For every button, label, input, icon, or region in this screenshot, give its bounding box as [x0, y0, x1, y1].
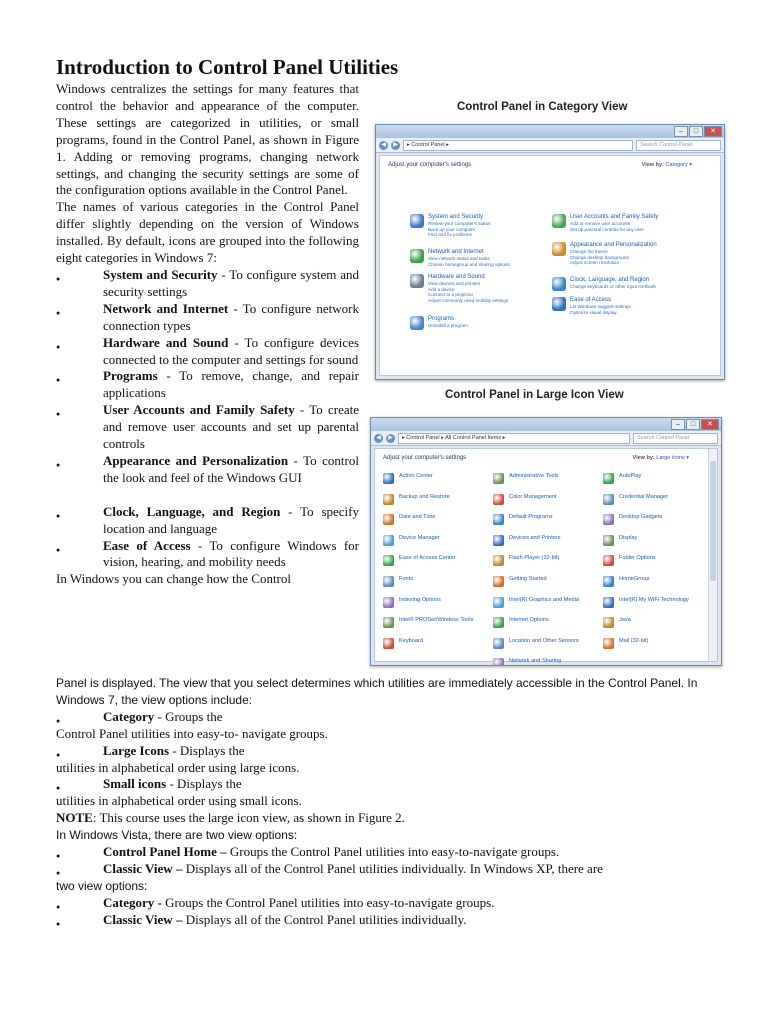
item-icon — [603, 535, 614, 546]
category-icon — [552, 242, 566, 256]
category-bullet — [56, 368, 359, 402]
control-panel-item[interactable] — [493, 512, 598, 530]
category-sub-link[interactable]: Back up your computer — [428, 226, 476, 232]
note-text: : This course uses the large icon view, as shown in Figure 2. — [92, 810, 405, 826]
category-sub-link[interactable]: Add a device — [428, 286, 455, 292]
control-panel-item[interactable] — [383, 553, 488, 571]
item-icon — [383, 576, 394, 587]
option-name: Category — [103, 708, 155, 724]
item-icon — [603, 555, 614, 566]
bullet-icon: ● — [56, 376, 61, 385]
item-icon — [383, 473, 394, 484]
search-input[interactable]: Search Control Panel — [633, 433, 718, 444]
control-panel-item[interactable] — [383, 533, 488, 551]
bullet-icon: ● — [56, 545, 61, 554]
bullet-icon: ● — [56, 868, 61, 877]
category-sub-link[interactable]: Change desktop background — [570, 254, 629, 260]
option-name: Classic View – — [103, 911, 183, 927]
bullet-icon: ● — [56, 902, 61, 911]
close-icon[interactable]: ✕ — [701, 419, 719, 430]
item-label[interactable]: Folder Options — [619, 555, 656, 562]
item-icon — [603, 514, 614, 525]
category-name: Clock, Language, and Region — [103, 503, 281, 519]
category-name: Ease of Access — [103, 537, 191, 553]
category-desc: - To configure network connection types — [103, 300, 359, 333]
figure2-caption: Control Panel in Large Icon View — [445, 389, 624, 401]
category-sub-link[interactable]: Adjust commonly used mobility settings — [428, 297, 509, 303]
control-panel-item[interactable] — [383, 595, 488, 613]
item-icon — [383, 617, 394, 628]
item-icon — [603, 494, 614, 505]
item-label[interactable]: Keyboard — [399, 637, 423, 644]
vista-options-list — [56, 844, 726, 878]
category-desc: - To configure system and security settings — [103, 266, 359, 299]
bullet-icon: ● — [56, 410, 61, 419]
option-name: Large Icons — [103, 742, 170, 758]
category-icon — [552, 214, 566, 228]
item-icon — [383, 514, 394, 525]
option-desc-cont: utilities in alphabetical order using small icons. — [56, 793, 302, 809]
category-desc: - To configure Windows for vision, hearing, and mobility needs — [103, 537, 360, 570]
minimize-icon[interactable]: – — [674, 126, 688, 137]
address-field[interactable]: ▸ Control Panel ▸ — [403, 140, 633, 151]
category-title-link[interactable]: Hardware and Sound — [428, 274, 485, 280]
category-sub-link[interactable]: Connect to a projector — [428, 292, 474, 298]
option-name: Category - — [103, 894, 162, 910]
option-bullet — [56, 861, 726, 878]
item-icon — [603, 576, 614, 587]
category-sub-link[interactable]: Set up parental controls for any user — [570, 226, 645, 232]
category-icon — [552, 297, 566, 311]
category-sub-link[interactable]: Change keyboards or other input methods — [570, 284, 656, 289]
note-line — [56, 810, 726, 827]
xp-intro: two view options: — [56, 878, 148, 893]
item-label[interactable]: Backup and Restore — [399, 493, 450, 500]
control-panel-item[interactable] — [383, 492, 488, 510]
category-title-link[interactable]: Ease of Access — [570, 297, 612, 303]
view-paragraph-rest: Panel is displayed. The view that you select determines which utilities are immediately accessible in the Control Panel. In Windows 7, the view options include: — [56, 676, 698, 707]
category-sub-link[interactable]: Choose homegroup and sharing options — [428, 261, 510, 267]
item-label[interactable]: Intel(R) My WiFi Technology — [619, 596, 689, 603]
category-desc: - To configure devices connected to the computer and settings for sound — [103, 334, 360, 367]
option-desc: Groups the Control Panel utilities into easy-to-navigate groups. — [226, 844, 560, 860]
item-icon — [493, 638, 504, 649]
option-desc: Groups the Control Panel utilities into easy-to-navigate groups. — [161, 894, 495, 910]
item-icon — [603, 473, 614, 484]
option-name: Classic View – — [103, 860, 183, 876]
item-icon — [603, 597, 614, 608]
note-label: NOTE — [56, 810, 93, 826]
item-label[interactable]: Ease of Access Center — [399, 555, 456, 562]
item-label[interactable]: Administrative Tools — [509, 473, 559, 479]
control-panel-item[interactable] — [493, 615, 598, 633]
item-icon — [383, 535, 394, 546]
category-sub-link[interactable]: Review your computer's status — [428, 221, 491, 226]
maximize-icon[interactable]: □ — [686, 419, 700, 430]
option-desc: - Groups the — [154, 708, 223, 724]
item-icon — [493, 514, 504, 525]
category-icon — [410, 316, 424, 330]
intro-paragraph-1: Windows centralizes the settings for many features that control the behavior and appearance of the computer. These settings are categorized in utilities, or small programs, found in the Control Panel, as shown in Figure 1. Adding or removing programs, changing network settings, and changing the security settings are some of the configuration options available in the Control Panel. — [56, 81, 359, 198]
option-desc: Displays all of the Control Panel utilities individually. In Windows XP, there are — [182, 860, 603, 876]
option-bullet — [56, 709, 726, 726]
control-panel-item[interactable] — [603, 553, 708, 571]
category-icon — [410, 249, 424, 263]
item-icon — [603, 617, 614, 628]
window-titlebar — [371, 418, 721, 431]
item-label[interactable]: Credential Manager — [619, 493, 669, 500]
xp-options-list — [56, 895, 726, 929]
bullet-icon: ● — [56, 750, 61, 759]
item-label[interactable]: Mail (32-bit) — [619, 637, 649, 644]
category-sub-link[interactable]: View devices and printers — [428, 281, 481, 286]
view-paragraph-start: In Windows you can change how the Control — [56, 571, 291, 587]
control-panel-item[interactable] — [603, 533, 708, 551]
item-icon — [383, 638, 394, 649]
left-column — [56, 81, 359, 588]
option-desc: Displays all of the Control Panel utilities individually. — [182, 911, 467, 927]
control-panel-item[interactable] — [493, 471, 598, 489]
bullet-icon: ● — [56, 784, 61, 793]
category-sub-link[interactable]: Find and fix problems — [428, 232, 472, 238]
category-bullet — [56, 267, 359, 301]
item-label[interactable]: HomeGroup — [619, 576, 650, 582]
category-desc: - To control the look and feel of the Windows GUI — [103, 452, 359, 485]
page-title: Introduction to Control Panel Utilities — [56, 55, 399, 79]
category-icon — [552, 277, 566, 291]
control-panel-item[interactable] — [493, 492, 598, 510]
option-desc: - Displays the — [169, 742, 245, 758]
address-field[interactable]: ▸ Control Panel ▸ All Control Panel Items ▸ — [398, 433, 630, 444]
control-panel-item[interactable] — [603, 636, 708, 654]
bullet-icon: ● — [56, 308, 61, 317]
category-desc: - To remove, change, and repair applications — [103, 368, 359, 401]
item-icon — [493, 555, 504, 566]
item-icon — [493, 617, 504, 628]
category-bullet — [56, 538, 359, 572]
item-label[interactable]: Flash Player (32-bit) — [509, 555, 560, 562]
item-label[interactable]: Intel® PROSet/Wireless Tools — [399, 617, 474, 624]
forward-arrow-icon[interactable]: ▶ — [391, 141, 400, 150]
item-label[interactable]: Internet Options — [509, 617, 549, 624]
view-by[interactable]: View by: Category ▾ — [641, 162, 692, 168]
control-panel-item[interactable] — [603, 512, 708, 530]
item-label[interactable]: Display — [619, 534, 638, 541]
category-title-link[interactable]: Programs — [428, 316, 455, 322]
category-title-link[interactable]: User Accounts and Family Safety — [570, 214, 659, 220]
item-label[interactable]: Location and Other Sensors — [509, 637, 579, 644]
bullet-icon: ● — [56, 511, 61, 520]
figure1-caption: Control Panel in Category View — [457, 101, 628, 113]
item-icon — [493, 576, 504, 587]
category-title-link[interactable]: Appearance and Personalization — [570, 242, 657, 248]
item-icon — [493, 658, 504, 666]
item-icon — [383, 555, 394, 566]
vertical-scrollbar[interactable] — [708, 449, 717, 661]
bullet-icon: ● — [56, 274, 61, 283]
bullet-icon: ● — [56, 342, 61, 351]
category-desc: - To create and remove user accounts and set up parental controls — [103, 402, 359, 452]
bullet-icon: ● — [56, 460, 61, 469]
category-name: Network and Internet — [103, 300, 229, 316]
item-label[interactable]: AutoPlay — [619, 473, 642, 479]
control-panel-item[interactable] — [493, 533, 598, 551]
category-sub-link[interactable]: Uninstall a program — [428, 323, 468, 328]
category-bullet — [56, 453, 359, 487]
category-desc: - To specify location and language — [103, 503, 359, 536]
option-desc-cont: Control Panel utilities into easy-to- navigate groups. — [56, 725, 328, 741]
category-title-link[interactable]: Network and Internet — [428, 249, 484, 255]
window-content — [374, 448, 718, 665]
option-bullet — [56, 895, 726, 912]
item-label[interactable]: Date and Time — [399, 514, 436, 521]
view-options-list — [56, 709, 726, 810]
option-bullet — [56, 844, 726, 861]
category-bullet — [56, 335, 359, 369]
window-titlebar — [376, 125, 724, 138]
item-icon — [493, 597, 504, 608]
category-sub-link[interactable]: Change the theme — [570, 249, 608, 254]
bullet-icon: ● — [56, 919, 61, 928]
view-by[interactable]: View by: Large icons ▾ — [632, 455, 689, 461]
control-panel-item[interactable] — [383, 615, 488, 633]
window-content — [379, 155, 721, 376]
content-heading: Adjust your computer's settings — [388, 162, 472, 168]
control-panel-item[interactable] — [603, 574, 708, 592]
category-sub-link[interactable]: Let Windows suggest settings — [570, 304, 631, 309]
category-bullet — [56, 301, 359, 335]
item-icon — [383, 597, 394, 608]
option-name: Small icons — [103, 776, 167, 792]
category-title-link[interactable]: System and Security — [428, 214, 484, 220]
intro-paragraph-2: The names of various categories in the Control Panel differ slightly depending on the version of Windows installed. By default, icons are grouped into the following eight categories in Windows 7: — [56, 199, 359, 266]
category-bullet — [56, 402, 359, 453]
item-label[interactable]: Network and Sharing — [509, 658, 562, 665]
control-panel-item[interactable] — [383, 574, 488, 592]
option-bullet — [56, 776, 726, 793]
bullet-icon: ● — [56, 716, 61, 725]
category-icon — [410, 214, 424, 228]
figure2-window — [370, 417, 722, 666]
control-panel-item[interactable] — [383, 512, 488, 530]
bullet-icon: ● — [56, 852, 61, 861]
category-list — [56, 267, 359, 571]
option-bullet — [56, 912, 726, 929]
item-icon — [603, 638, 614, 649]
item-label[interactable]: Intel(R) Graphics and Media — [509, 596, 579, 603]
item-label[interactable]: Indexing Options — [399, 596, 441, 603]
control-panel-item[interactable] — [493, 656, 598, 666]
control-panel-item[interactable] — [493, 595, 598, 613]
item-icon — [493, 494, 504, 505]
category-bullet — [56, 504, 359, 538]
maximize-icon[interactable]: □ — [689, 126, 703, 137]
category-name: User Accounts and Family Safety — [103, 402, 295, 418]
address-bar — [371, 431, 721, 446]
control-panel-item[interactable] — [493, 553, 598, 571]
item-label[interactable]: Action Center — [399, 473, 433, 479]
figure1-window — [375, 124, 725, 380]
category-name: System and Security — [103, 266, 218, 282]
forward-arrow-icon[interactable]: ▶ — [386, 434, 395, 443]
category-name: Programs — [103, 368, 158, 384]
option-name: Control Panel Home – — [103, 844, 227, 860]
close-icon[interactable]: ✕ — [704, 126, 722, 137]
back-arrow-icon[interactable]: ◀ — [379, 141, 388, 150]
item-label[interactable]: Fonts — [399, 576, 413, 582]
category-sub-link[interactable]: Adjust screen resolution — [570, 260, 620, 266]
option-desc: - Displays the — [166, 776, 242, 792]
control-panel-item[interactable] — [603, 471, 708, 489]
category-title-link[interactable]: Clock, Language, and Region — [570, 277, 650, 283]
item-label[interactable]: Devices and Printers — [509, 534, 561, 541]
item-label[interactable]: Getting Started — [509, 576, 547, 582]
category-name: Appearance and Personalization — [103, 452, 289, 468]
item-label[interactable]: Color Management — [509, 493, 557, 500]
option-bullet — [56, 743, 726, 760]
control-panel-item[interactable] — [603, 492, 708, 510]
control-panel-item[interactable] — [603, 595, 708, 613]
address-bar — [376, 138, 724, 153]
item-label[interactable]: Desktop Gadgets — [619, 514, 663, 521]
back-arrow-icon[interactable]: ◀ — [374, 434, 383, 443]
option-desc-cont: utilities in alphabetical order using large icons. — [56, 759, 300, 775]
item-icon — [493, 535, 504, 546]
control-panel-item[interactable] — [383, 471, 488, 489]
control-panel-item[interactable] — [603, 615, 708, 633]
minimize-icon[interactable]: – — [671, 419, 685, 430]
control-panel-item[interactable] — [383, 636, 488, 654]
item-label[interactable]: Default Programs — [509, 514, 553, 521]
vista-intro: In Windows Vista, there are two view options: — [56, 828, 298, 843]
category-sub-link[interactable]: Add or remove user accounts — [570, 221, 631, 226]
item-icon — [383, 494, 394, 505]
content-heading: Adjust your computer's settings — [383, 455, 467, 461]
item-label[interactable]: Java — [619, 617, 631, 624]
search-input[interactable]: Search Control Panel — [636, 140, 721, 151]
item-label[interactable]: Device Manager — [399, 534, 440, 541]
category-name: Hardware and Sound — [103, 334, 229, 350]
control-panel-item[interactable] — [493, 574, 598, 592]
category-sub-link[interactable]: View network status and tasks — [428, 256, 490, 261]
category-icon — [410, 274, 424, 288]
item-icon — [493, 473, 504, 484]
category-sub-link[interactable]: Optimize visual display — [570, 309, 617, 315]
full-width-block — [56, 658, 726, 929]
control-panel-item[interactable] — [493, 636, 598, 654]
